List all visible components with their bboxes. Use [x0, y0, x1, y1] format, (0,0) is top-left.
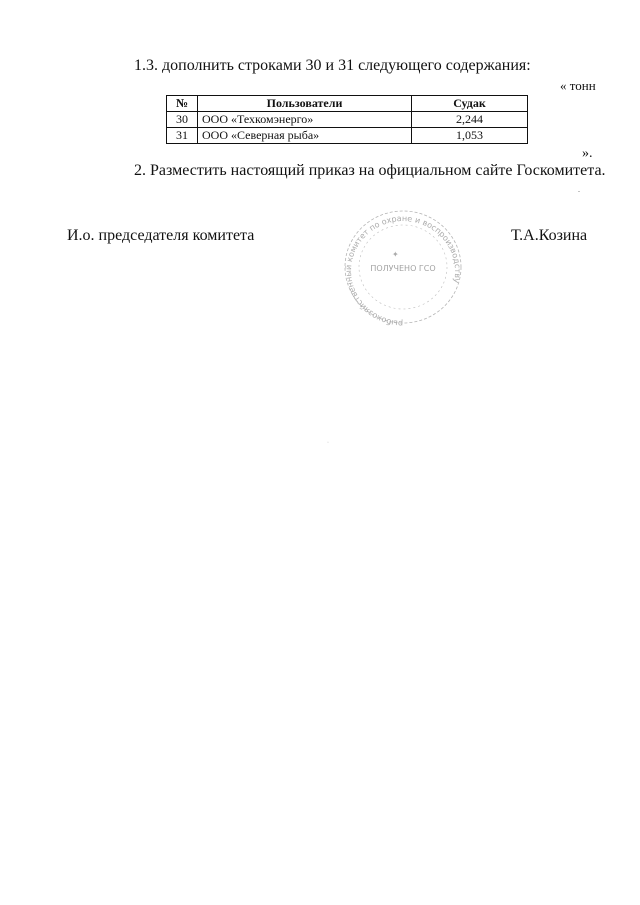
column-header-number: № — [167, 96, 198, 112]
table-header-row — [167, 96, 528, 112]
table-row — [167, 128, 528, 144]
signature-position: И.о. председателя комитета — [67, 227, 255, 244]
seal-emblem: ✦ — [392, 250, 399, 259]
closing-quote: ». — [582, 146, 593, 161]
table-row — [167, 112, 528, 128]
row-sudak-value: 2,244 — [412, 112, 528, 128]
scan-speck: · — [327, 440, 329, 446]
users-table — [166, 95, 528, 144]
row-user: ООО «Северная рыба» — [198, 128, 412, 144]
row-sudak-value: 1,053 — [412, 128, 528, 144]
unit-label: « тонн — [560, 78, 596, 93]
row-number: 30 — [167, 112, 198, 128]
column-header-sudak: Судак — [412, 96, 528, 112]
row-number: 31 — [167, 128, 198, 144]
column-header-users: Пользователи — [198, 96, 412, 112]
paragraph-1-3: 1.3. дополнить строками 30 и 31 следующего содержания: — [134, 57, 531, 74]
seal-ring-text: рыбохозяйственный комитет по охране и воспроизводству — [343, 213, 463, 329]
paragraph-2: 2. Разместить настоящий приказ на официальном сайте Госкомитета. — [134, 162, 606, 179]
signature-name: Т.А.Козина — [511, 227, 588, 244]
stray-dot: . — [578, 185, 580, 194]
seal-center-text: ПОЛУЧЕНО ГСО — [370, 264, 436, 273]
row-user: ООО «Техкомэнерго» — [198, 112, 412, 128]
official-seal-stamp — [336, 205, 470, 330]
